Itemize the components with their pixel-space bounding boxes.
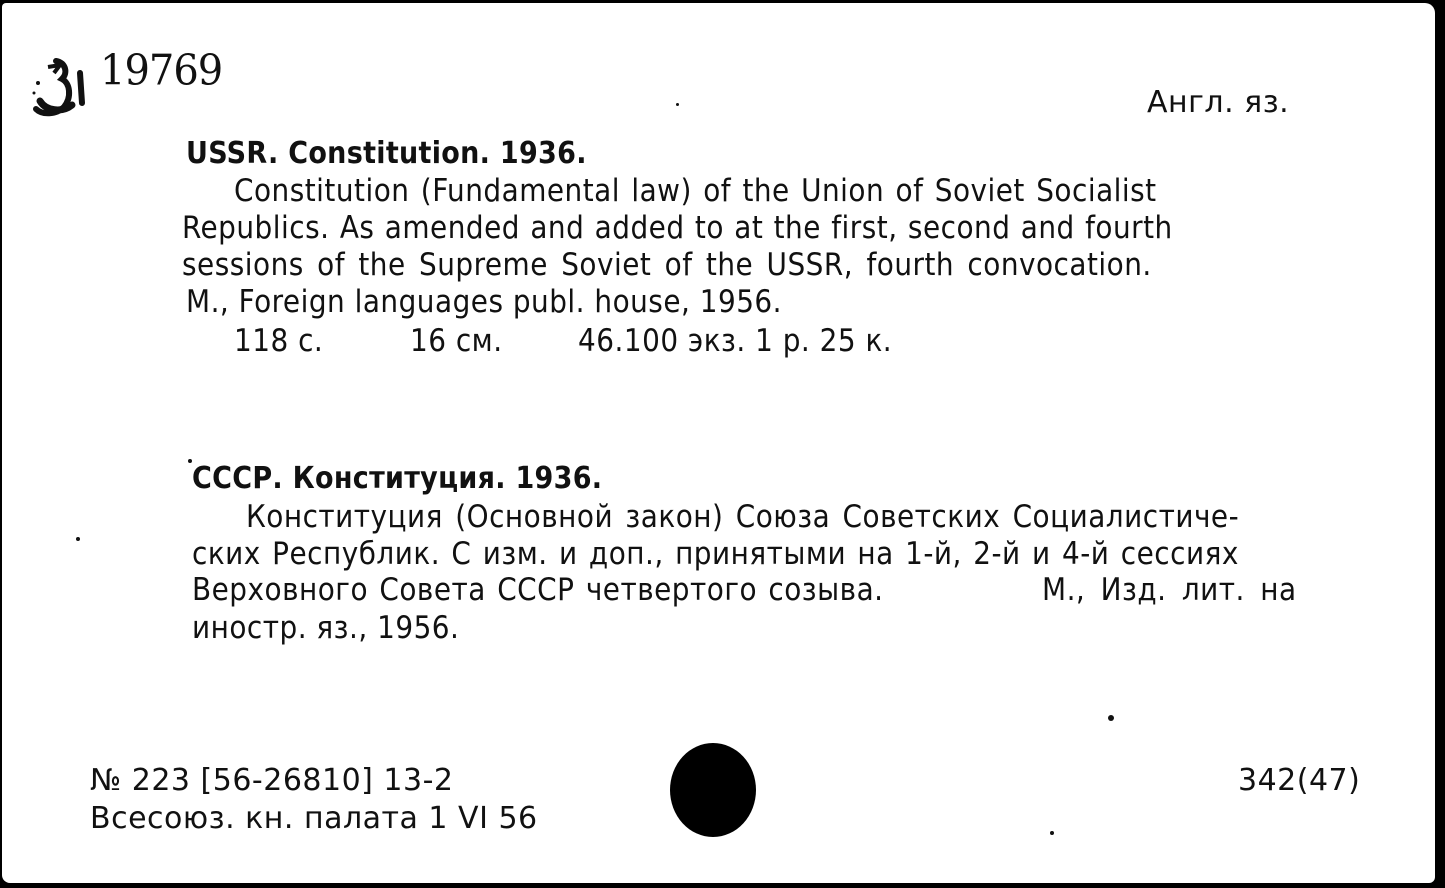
ink-speck xyxy=(188,459,192,463)
entry-ru-heading: СССР. Конституция. 1936. xyxy=(192,461,603,496)
entry-en-size: 16 см. xyxy=(410,323,503,359)
ink-speck xyxy=(1050,831,1054,835)
entry-en-copies-price: 46.100 экз. 1 р. 25 к. xyxy=(578,323,893,359)
entry-ru-line-3-publisher: М., Изд. лит. на xyxy=(1042,572,1297,608)
ink-speck xyxy=(676,103,679,106)
entry-ru-line-1: Конституция (Основной закон) Союза Советских Социалистиче- xyxy=(246,499,1240,535)
library-stamp-icon xyxy=(26,53,86,123)
entry-en-line-3: sessions of the Supreme Soviet of the USSR, fourth convocation. xyxy=(182,247,1152,283)
catalog-card xyxy=(2,3,1435,883)
entry-en-line-4: M., Foreign languages publ. house, 1956. xyxy=(186,284,783,320)
entry-ru-line-4: иностр. яз., 1956. xyxy=(192,610,460,646)
classification-code: 342(47) xyxy=(1238,763,1361,798)
ink-speck xyxy=(1108,715,1114,721)
card-punch-hole xyxy=(670,743,756,837)
entry-en-heading: USSR. Constitution. 1936. xyxy=(186,136,587,171)
language-label: Англ. яз. xyxy=(1147,85,1290,120)
handwritten-accession-number: 19769 xyxy=(100,46,223,96)
entry-ru-line-2: ских Республик. С изм. и доп., принятыми на 1-й, 2-й и 4-й сессиях xyxy=(192,536,1239,572)
entry-en-line-2: Republics. As amended and added to at the first, second and fourth xyxy=(182,210,1173,246)
entry-ru-line-3: Верховного Совета СССР четвертого созыва. xyxy=(192,572,884,608)
entry-en-pages: 118 с. xyxy=(234,323,324,359)
ink-speck xyxy=(76,537,80,541)
entry-en-line-1: Constitution (Fundamental law) of the Union of Soviet Socialist xyxy=(234,173,1157,209)
record-number: № 223 [56-26810] 13-2 xyxy=(90,763,454,798)
book-chamber-line: Всесоюз. кн. палата 1 VI 56 xyxy=(90,801,538,836)
